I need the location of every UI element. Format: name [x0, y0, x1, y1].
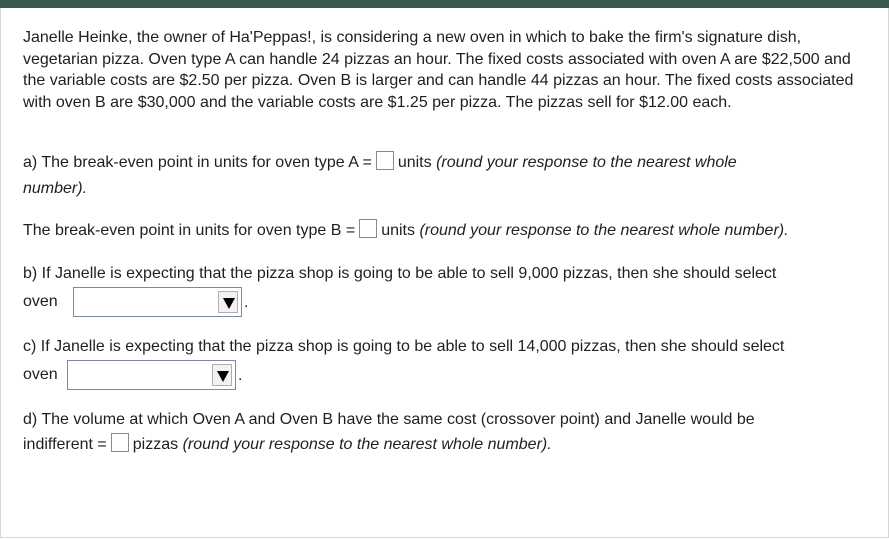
question-b-unit: units [381, 222, 415, 239]
dropdown-arrow-icon[interactable] [212, 364, 232, 386]
question-a-note: (round your response to the nearest whole [436, 154, 737, 171]
oven-select-b[interactable] [73, 287, 242, 317]
question-d-prefix: indifferent = [23, 436, 107, 453]
question-d-unit: pizzas [132, 436, 179, 453]
question-b-text: b) If Janelle is expecting that the pizza shop is going to be able to sell 9,000 pizzas, then she should select [23, 265, 777, 282]
question-a-line-2 [23, 178, 87, 200]
oven-select-c[interactable] [67, 360, 236, 390]
break-even-a-input[interactable] [376, 151, 394, 170]
question-c-text: c) If Janelle is expecting that the pizza shop is going to be able to sell 14,000 pizzas, then she should select [23, 338, 785, 355]
question-a-prefix: a) The break-even point in units for oven type A = [23, 154, 372, 171]
break-even-b-input[interactable] [359, 219, 377, 238]
question-c-period: . [238, 367, 243, 384]
question-a-b-line [23, 220, 789, 242]
question-a-note-cont: number). [23, 180, 88, 197]
question-a-unit: units [397, 154, 432, 171]
question-b-note: (round your response to the nearest whole number). [419, 222, 789, 239]
question-b-period: . [244, 294, 249, 311]
question-b-prefix: The break-even point in units for oven type B = [23, 222, 356, 239]
crossover-input[interactable] [111, 433, 129, 452]
question-d-line-2 [23, 434, 552, 456]
question-d-text: d) The volume at which Oven A and Oven B have the same cost (crossover point) and Janelle would be [23, 411, 755, 428]
problem-statement: Janelle Heinke, the owner of Ha'Peppas!, is considering a new oven in which to bake the firm's signature dish, vegetarian pizza. Oven type A can handle 24 pizzas an hour. The fixed costs associated with oven A are $22,500 and the variable costs are $2.50 per pizza. Oven B is larger and can handle 44 pizzas an hour. The fixed costs associated with oven B are $30,000 and the variable costs are $1.25 per pizza. The pizzas sell for $12.00 each. [23, 29, 854, 111]
dropdown-arrow-icon[interactable] [218, 291, 238, 313]
question-a-line [23, 152, 737, 174]
top-banner [0, 0, 889, 8]
question-d-note: (round your response to the nearest whole number). [182, 436, 552, 453]
question-b-label: oven [23, 293, 58, 310]
question-c-label: oven [23, 366, 58, 383]
